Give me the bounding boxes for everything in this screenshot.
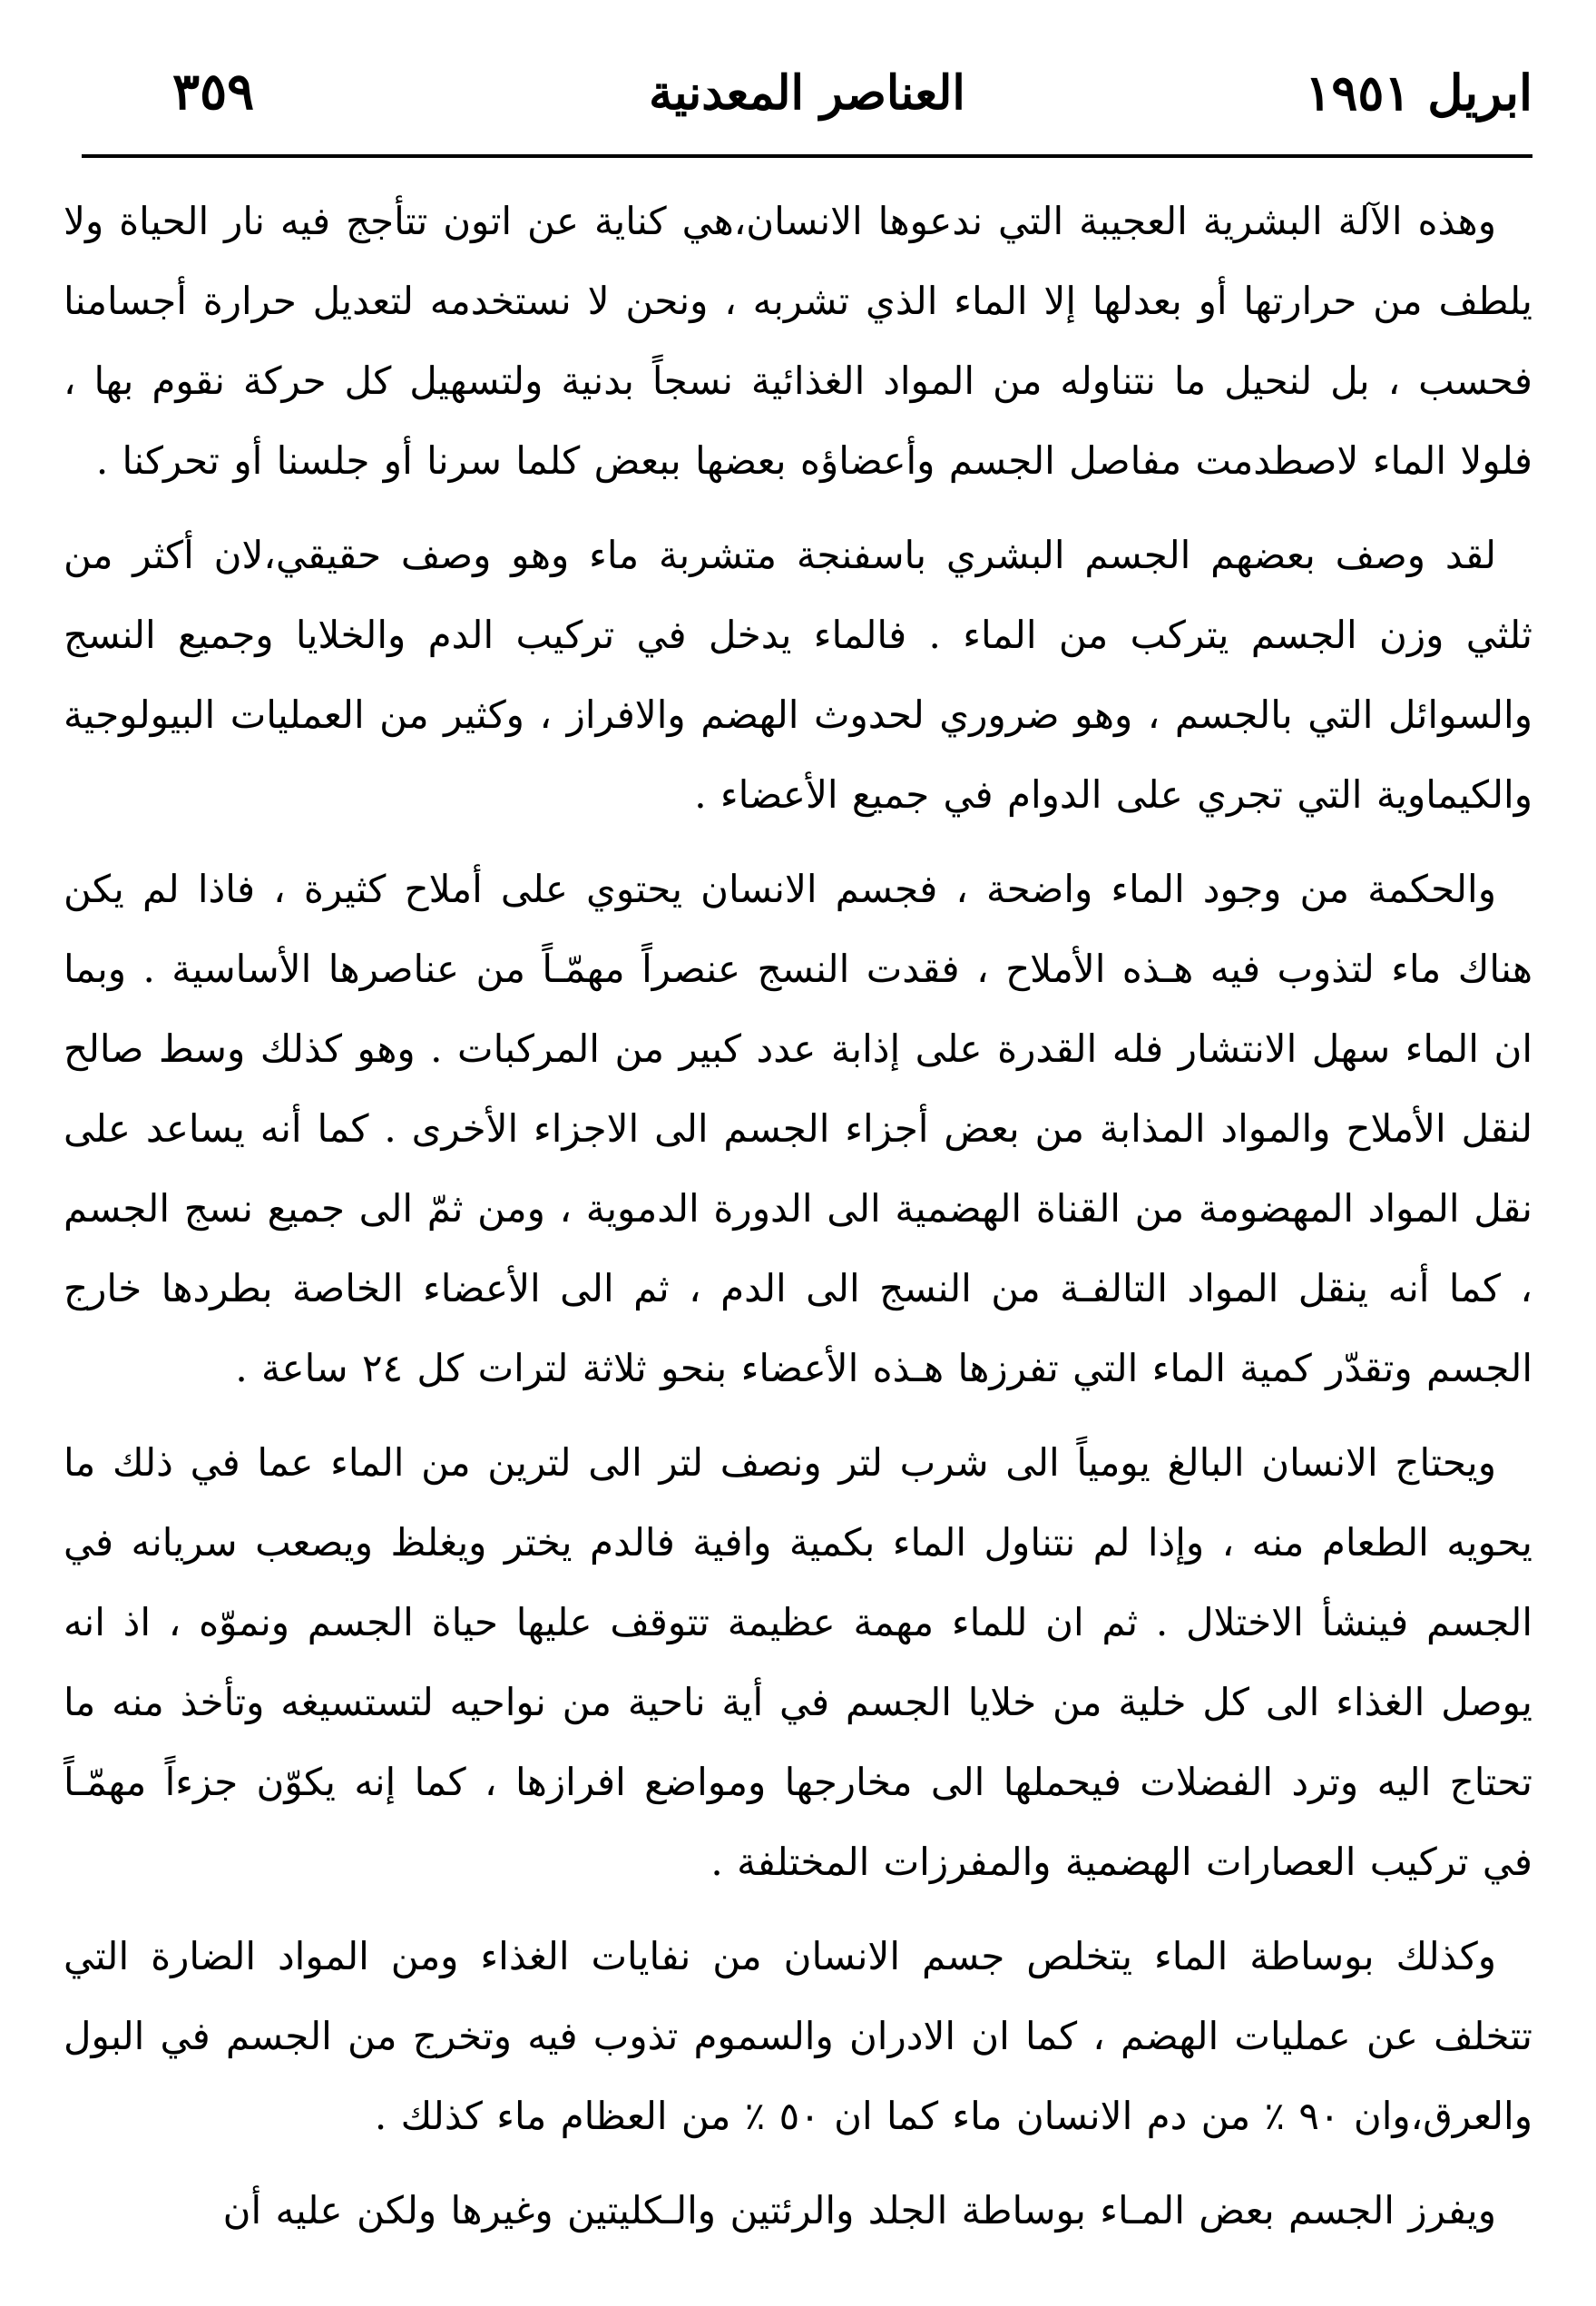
paragraph: وهذه الآلة البشرية العجيبة التي ندعوها الانسان،هي كناية عن اتون تتأجج فيه نار الحياة ولا يلطف من حرارتها أو بعدلها إلا الماء الذي تشربه ، ونحن لا نستخدمه لتعديل حرارة أجسامنا فحسب ، بل لنحيل ما نتناوله من المواد الغذائية نسجاً بدنية ولتسهيل كل حركة نقوم بها ، فلولا الماء لاصطدمت مفاصل الجسم وأعضاؤه بعضها ببعض كلما سرنا أو جلسنا أو تحركنا . [64,199,1532,483]
header-title: العناصر المعدنية [649,65,965,121]
paragraph: ويحتاج الانسان البالغ يومياً الى شرب لتر ونصف لتر الى لترين من الماء عما في ذلك ما يحويه الطعام منه ، وإذا لم نتناول الماء بكمية وافية فالدم يختر ويغلظ ويصعب سريانه في الجسم فينشأ الاختلال . ثم ان للماء مهمة عظيمة تتوقف عليها حياة الجسم ونموّه ، اذ انه يوصل الغذاء الى كل خلية من خلايا الجسم في أية ناحية من نواحيه لتستسيغه وتأخذ منه ما تحتاج اليه وترد الفضلات فيحملها الى مخارجها ومواضع افرازها ، كما إنه يكوّن جزءاً مهمّـاً في تركيب العصارات الهضمية والمفرزات المختلفة . [64,1440,1532,1884]
paragraph: ويفرز الجسم بعض المـاء بوساطة الجلد والرئتين والـكليتين وغيرها ولكن عليه أن [222,2188,1496,2232]
paragraph: والحكمة من وجود الماء واضحة ، فجسم الانسان يحتوي على أملاح كثيرة ، فاذا لم يكن هناك ماء لتذوب فيه هـذه الأملاح ، فقدت النسج عنصراً مهمّـاً من عناصرها الأساسية . وبما ان الماء سهل الانتشار فله القدرة على إذابة عدد كبير من المركبات . وهو كذلك وسط صالح لنقل الأملاح والمواد المذابة من بعض أجزاء الجسم الى الاجزاء الأخرى . كما أنه يساعد على نقل المواد المهضومة من القناة الهضمية الى الدورة الدموية ، ومن ثمّ الى جميع نسج الجسم ، كما أنه ينقل المواد التالفـة من النسج الى الدم ، ثم الى الأعضاء الخاصة بطردها خارج الجسم وتقدّر كمية الماء التي تفرزها هـذه الأعضاء بنحو ثلاثة لترات كل ٢٤ ساعة . [64,867,1532,1390]
page-header [82,56,1532,138]
paragraph: وكذلك بوساطة الماء يتخلص جسم الانسان من نفايات الغذاء ومن المواد الضارة التي تتخلف عن عمليات الهضم ، كما ان الادران والسموم تذوب فيه وتخرج من الجسم في البول والعرق،وان ٩٠ ٪ من دم الانسان ماء كما ان ٥٠ ٪ من العظام ماء كذلك . [64,1934,1532,2138]
header-rule [82,154,1532,158]
page-number: ٣٥٩ [172,62,255,122]
article-body [64,182,1532,2279]
paragraph: لقد وصف بعضهم الجسم البشري باسفنجة متشربة ماء وهو وصف حقيقي،لان أكثر من ثلثي وزن الجسم يتركب من الماء . فالماء يدخل في تركيب الدم والخلايا وجميع النسج والسوائل التي بالجسم ، وهو ضروري لحدوث الهضم والافراز ، وكثير من العمليات البيولوجية والكيماوية التي تجري على الدوام في جميع الأعضاء . [64,533,1532,817]
header-date: ابريل ١٩٥١ [1305,64,1532,122]
